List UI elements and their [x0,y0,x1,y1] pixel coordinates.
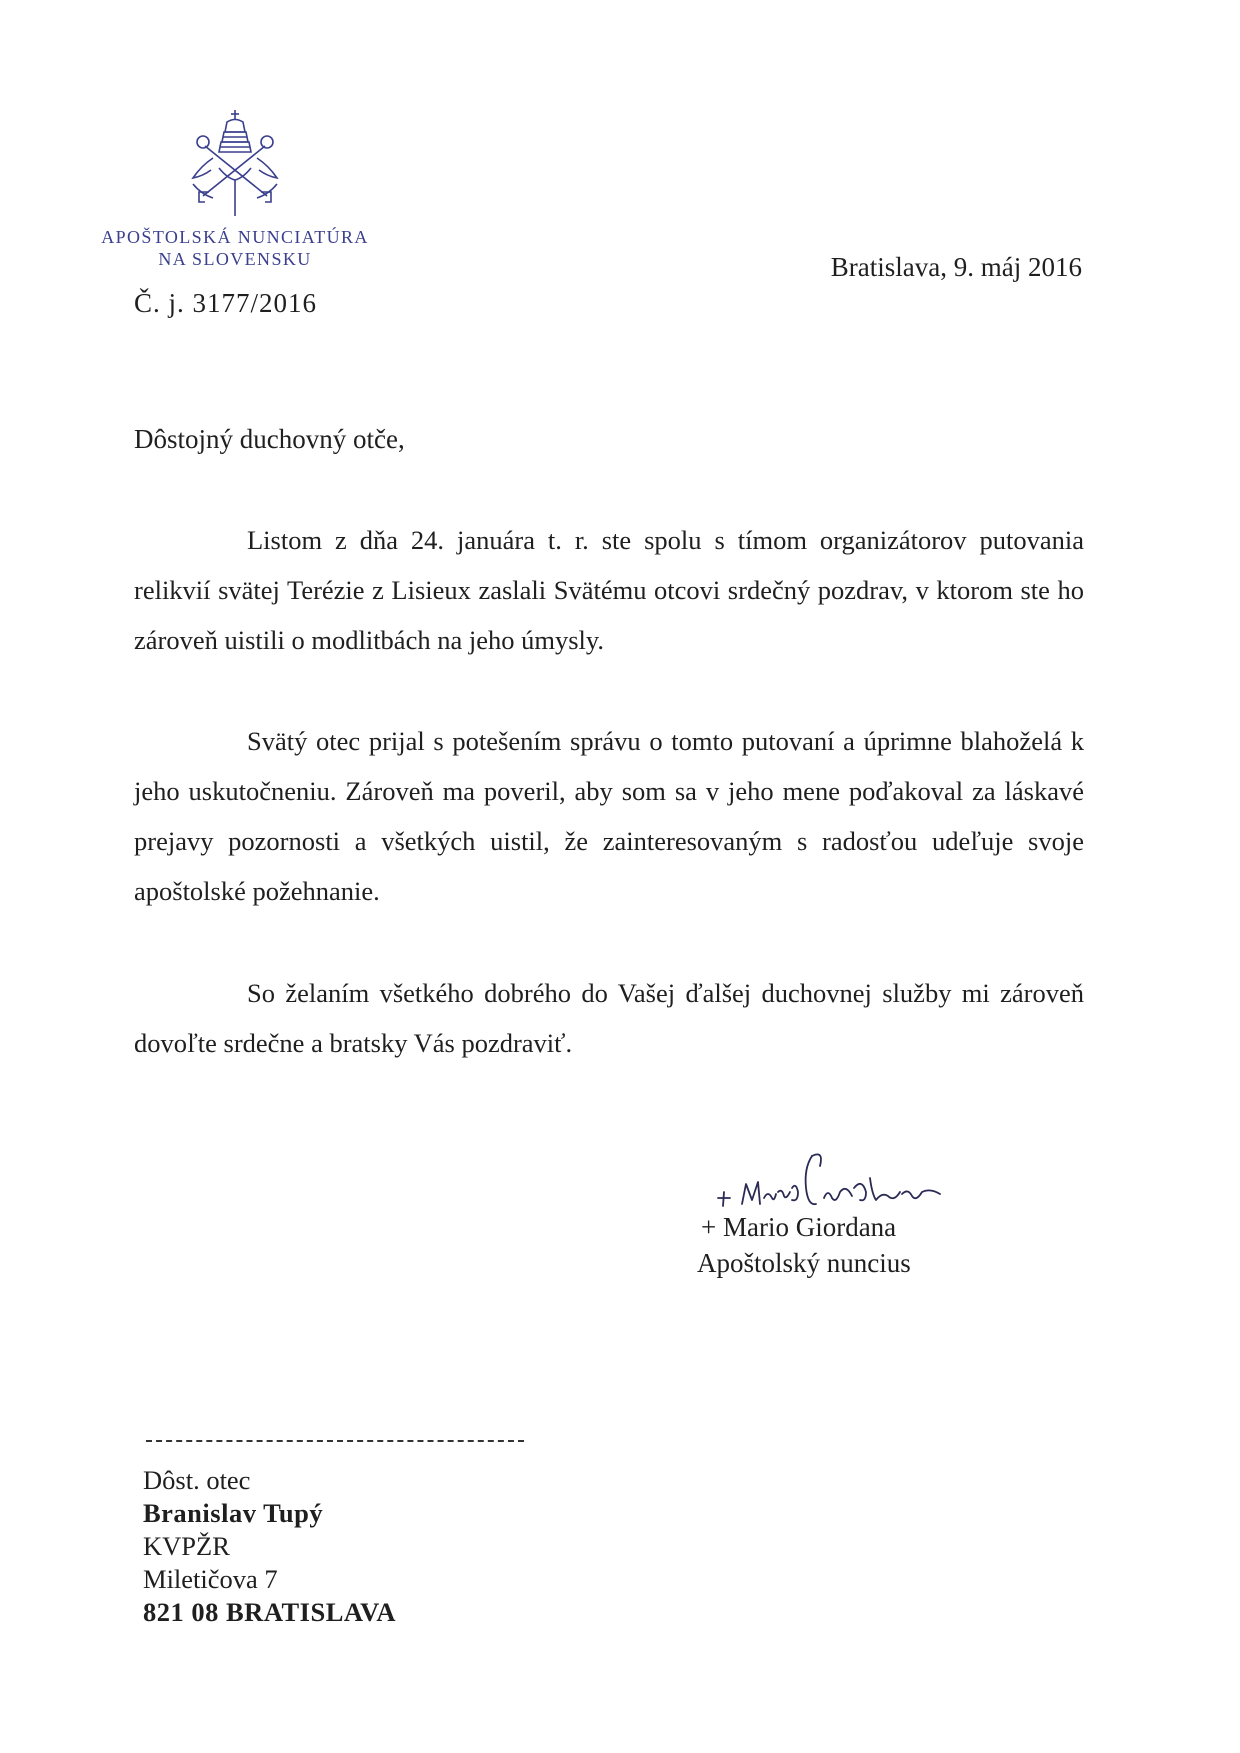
recipient-name: Branislav Tupý [143,1498,324,1528]
handwritten-signature [712,1148,952,1214]
address-divider [146,1440,524,1442]
signer-name: + Mario Giordana [701,1212,897,1242]
letterhead-line-2: NA SLOVENSKU [158,249,312,269]
recipient-salutation: Dôst. otec [143,1465,251,1495]
papal-coat-of-arms-icon [183,108,287,218]
signer-title: Apoštolský nuncius [697,1248,911,1278]
recipient-city: 821 08 BRATISLAVA [143,1597,396,1627]
letter-salutation: Dôstojný duchovný otče, [134,424,405,454]
recipient-organization: KVPŽR [143,1531,230,1561]
letterhead-line-1: APOŠTOLSKÁ NUNCIATÚRA [101,227,369,247]
recipient-address [143,1464,396,1629]
recipient-street: Miletičova 7 [143,1564,278,1594]
letter-paragraph-3: So želaním všetkého dobrého do Vašej ďalšej duchovnej služby mi zároveň dovoľte srdečne a bratsky Vás pozdraviť. [134,978,1084,1058]
reference-number: Č. j. 3177/2016 [134,288,318,318]
letterhead-organization [60,226,410,270]
letter-date: Bratislava, 9. máj 2016 [830,252,1082,282]
letter-paragraph-2: Svätý otec prijal s potešením správu o tomto putovaní a úprimne blahoželá k jeho uskutočneniu. Zároveň ma poveril, aby som sa v jeho mene poďakoval za láskavé prejavy pozornosti a všetkých uistil, že zainteresovaným s radosťou udeľuje svoje apoštolské požehnanie. [134,726,1084,906]
letter-paragraph-1: Listom z dňa 24. januára t. r. ste spolu s tímom organizátorov putovania relikvií svätej Terézie z Lisieux zaslali Svätému otcovi srdečný pozdrav, v ktorom ste ho zároveň uistili o modlitbách na jeho úmysly. [134,525,1084,655]
